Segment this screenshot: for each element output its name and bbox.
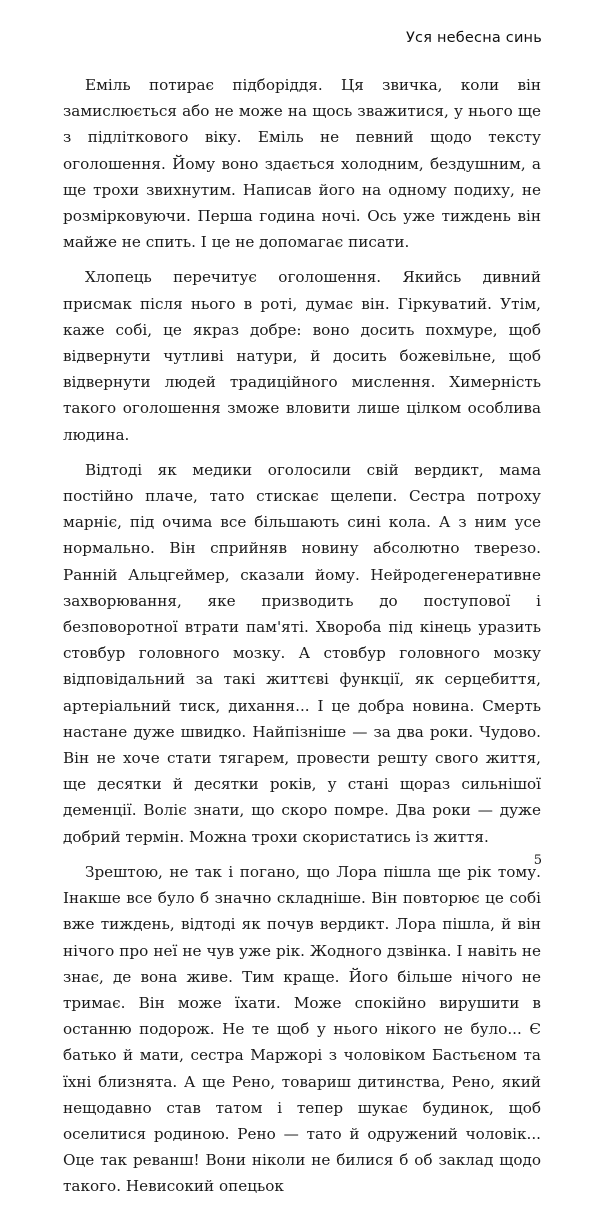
paragraph: Хлопець перечитує оголошення. Якийсь дивний присмак після нього в роті, думає він. Гіркуватий. Утім, каже собі, це якраз добре: воно досить похмуре, щоб відвернути чутливі натури, й досить божевільне, щоб відвернути людей традиційного мислення. Химерність такого оголошення зможе вловити лише цілком особлива людина. <box>63 268 541 444</box>
paragraph: Еміль потирає підборіддя. Ця звичка, коли він замислюється або не може на щось зважитися, у нього ще з підліткового віку. Еміль не певний щодо тексту оголошення. Йому воно здається холодним, бездушним, а ще трохи звихнутим. Написав його на одному подиху, не розмірковуючи. Перша година ночі. Ось уже тиждень він майже не спить. І це не допомагає писати. <box>63 76 541 252</box>
body-text <box>63 72 541 1209</box>
running-title: Уся небесна синь <box>406 30 542 46</box>
paragraph: Відтоді як медики оголосили свій вердикт, мама постійно плаче, тато стискає щелепи. Сестра потроху марніє, під очима все більшають сині кола. А з ним усе нормально. Він сприйняв новину абсолютно тверезо. Ранній Альцгеймер, сказали йому. Нейродегенеративне захворювання, яке призводить до поступової і безповоротної втрати пам'яті. Хвороба під кінець уразить стовбур головного мозку. А стовбур головного мозку відповідальний за такі життєві функції, як серцебиття, артеріальний тиск, дихання... І це добра новина. Смерть настане дуже швидко. Найпізніше — за два роки. Чудово. Він не хоче стати тягарем, провести решту свого життя, ще десятки й десятки років, у стані щораз сильнішої деменції. Воліє знати, що скоро помре. Два роки — дуже добрий термін. Можна трохи скористатись із життя. <box>63 460 541 846</box>
page-number: 5 <box>533 853 542 868</box>
paragraph: Зрештою, не так і погано, що Лора пішла ще рік тому. Інакше все було б значно складніше. Він повторює це собі вже тиждень, відтоді як почув вердикт. Лора пішла, й він нічого про неї не чув уже рік. Жодного дзвінка. І навіть не знає, де вона живе. Тим краще. Його більше нічого не тримає. Він може їхати. Може спокійно вирушити в останню подорож. Не те щоб у нього нікого не було... Є батько й мати, сестра Маржорі з чоловіком Бастьєном та їхні близнята. А ще Рено, товариш дитинства, Рено, який нещодавно став татом і тепер шукає будинок, щоб оселитися родиною. Рено — тато й одружений чоловік... Оце так реванш! Вони ніколи не билися б об заклад щодо такого. Невисокий опецьок <box>63 862 541 1196</box>
